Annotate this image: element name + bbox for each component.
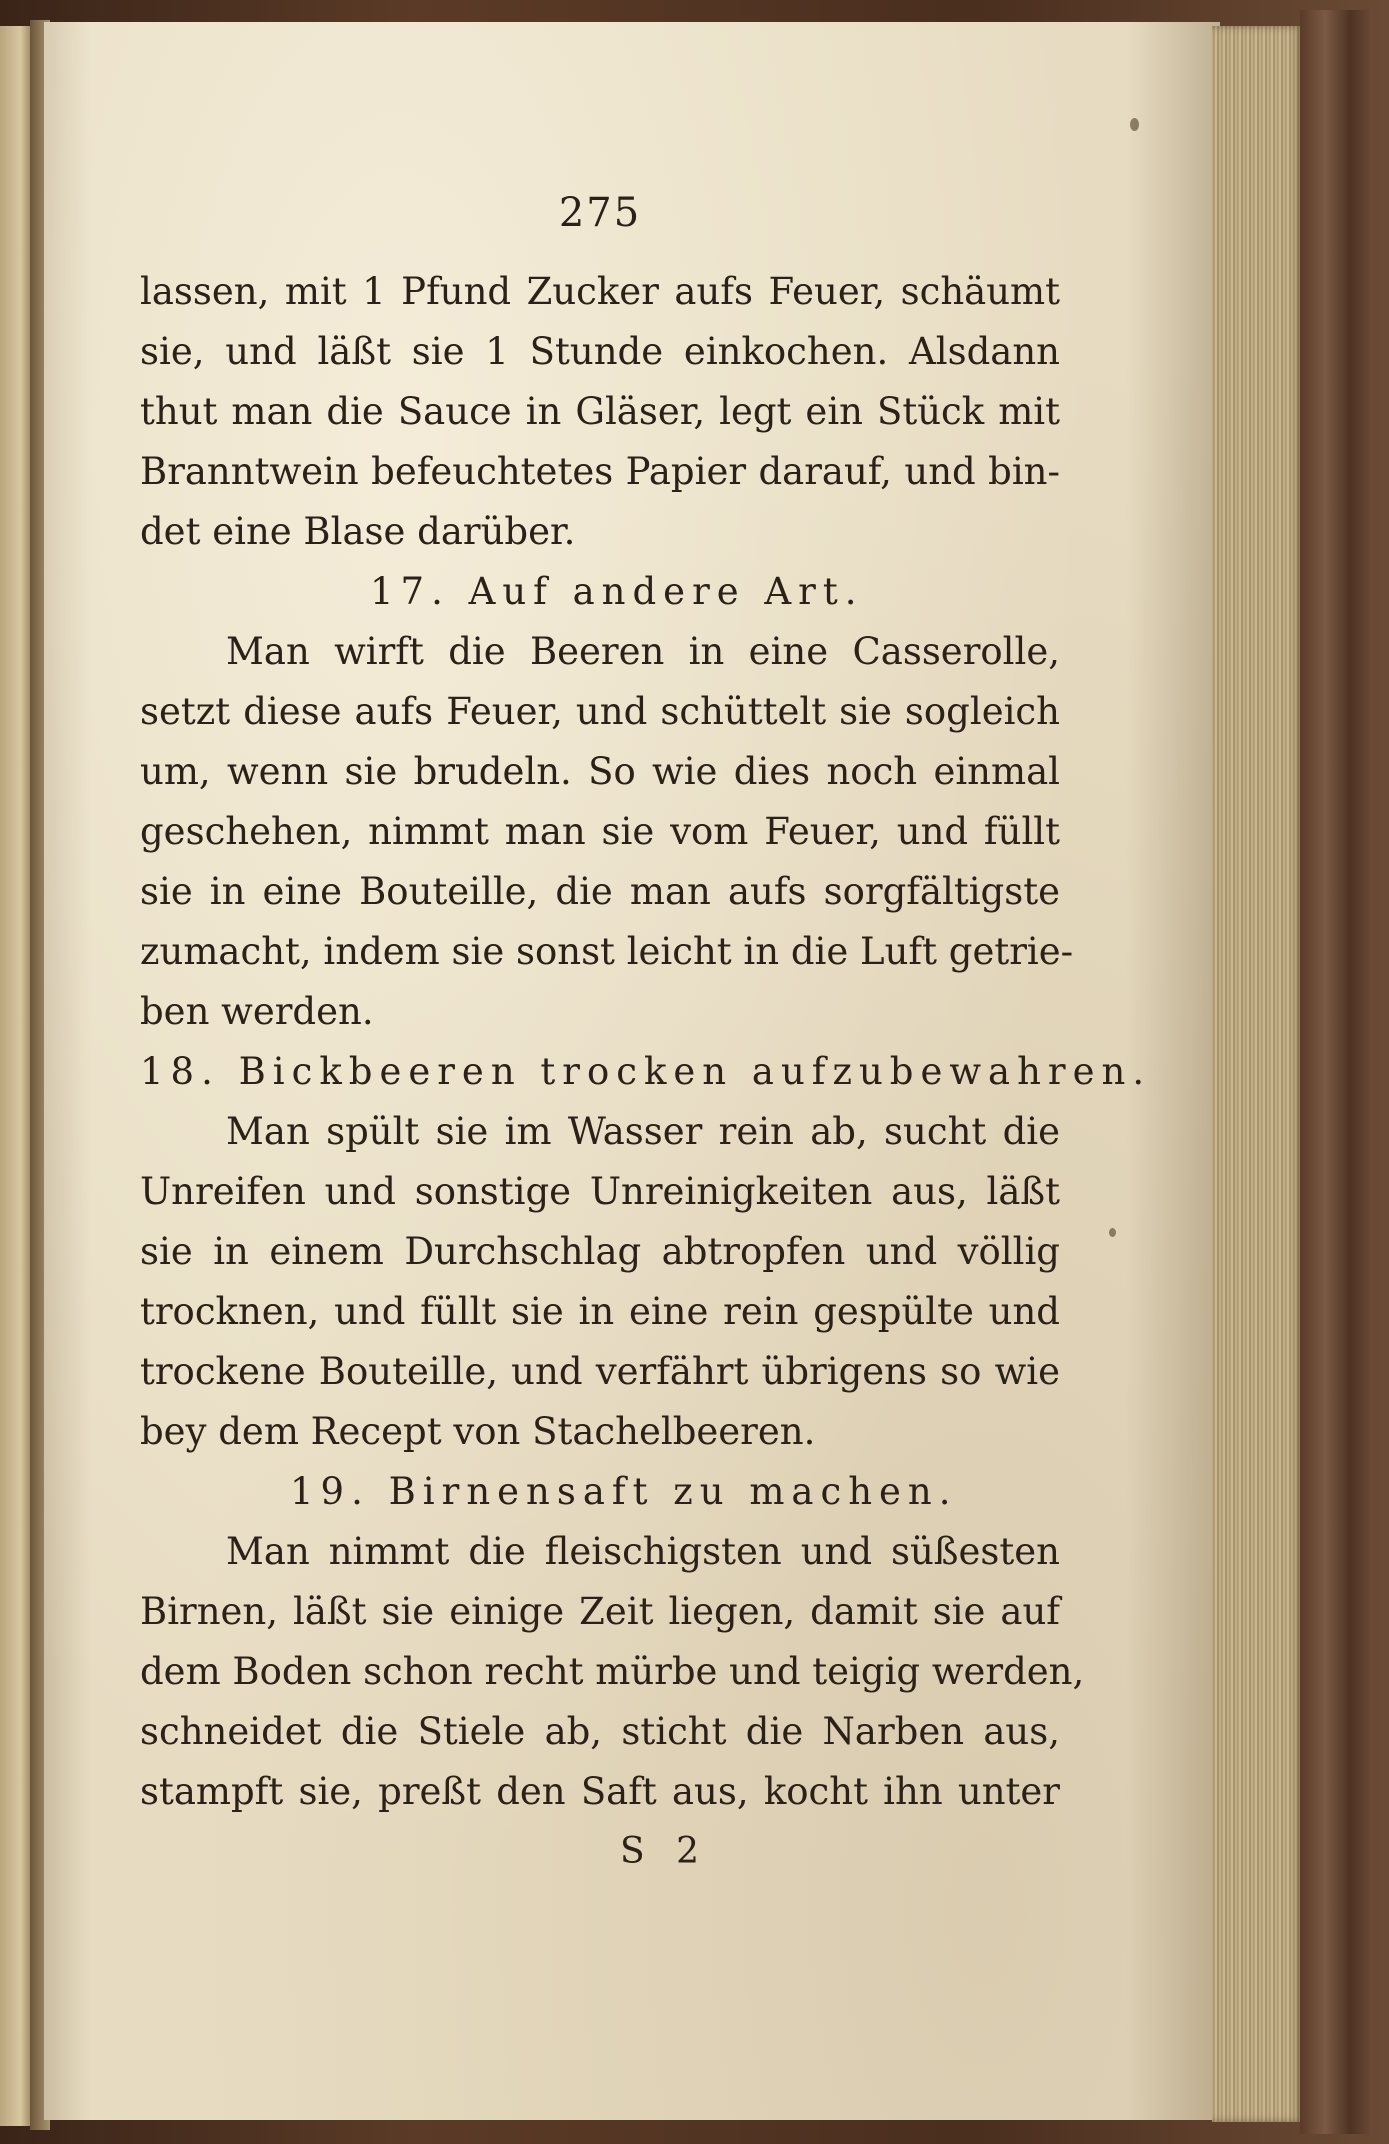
paragraph [140,1522,1085,1822]
page-text [140,190,1152,1882]
paragraph [140,622,1074,1042]
paper-stain [1109,1228,1116,1237]
book-spine [1300,10,1372,2134]
facing-page-edge [0,26,34,2126]
paragraph [140,1102,1060,1462]
text-line: sie in eine Bouteille, die man aufs sorgfältigste [140,870,1060,913]
text-line: bey dem Recept von Stachelbeeren. [140,1410,816,1453]
text-line: trockene Bouteille, und verfährt übrigens so wie [140,1350,1060,1393]
text-line: um, wenn sie brudeln. So wie dies noch einmal [140,750,1060,793]
page-number: 275 [558,190,642,236]
text-line: Branntwein befeuchtetes Papier darauf, und bin- [140,450,1060,493]
signature-mark: S 2 [620,1831,710,1872]
page-edges [1212,26,1304,2122]
text-line: lassen, mit 1 Pfund Zucker aufs Feuer, schäumt [140,270,1060,313]
text-line: Man wirft die Beeren in eine Casserolle, [226,630,1060,673]
section-heading-17: 17. Auf andere Art. [370,570,864,613]
section-heading-19: 19. Birnensaft zu machen. [290,1470,958,1513]
text-line: zumacht, indem sie sonst leicht in die Luft getrie- [140,930,1074,973]
text-line: sie in einem Durchschlag abtropfen und völlig [140,1230,1060,1273]
text-line: Birnen, läßt sie einige Zeit liegen, damit sie auf [140,1590,1060,1633]
text-line: sie, und läßt sie 1 Stunde einkochen. Alsdann [140,330,1060,373]
text-line: trocknen, und füllt sie in eine rein gespülte und [140,1290,1060,1333]
text-line: det eine Blase darüber. [140,510,576,553]
paragraph [140,262,1060,562]
text-line: stampft sie, preßt den Saft aus, kocht ihn unter [140,1770,1060,1813]
paper-stain [1130,118,1139,131]
section-heading-18: 18. Bickbeeren trocken aufzubewahren. [140,1050,1152,1093]
text-line: thut man die Sauce in Gläser, legt ein Stück mit [140,390,1060,433]
text-line: Unreifen und sonstige Unreinigkeiten aus, läßt [140,1170,1060,1213]
text-line: dem Boden schon recht mürbe und teigig werden, [140,1650,1085,1693]
text-line: ben werden. [140,990,374,1033]
text-line: geschehen, nimmt man sie vom Feuer, und füllt [140,810,1060,853]
text-line: setzt diese aufs Feuer, und schüttelt sie sogleich [140,690,1060,733]
text-line: Man spült sie im Wasser rein ab, sucht die [226,1110,1060,1153]
text-line: Man nimmt die fleischigsten und süßesten [226,1530,1060,1573]
text-line: schneidet die Stiele ab, sticht die Narben aus, [140,1710,1060,1753]
